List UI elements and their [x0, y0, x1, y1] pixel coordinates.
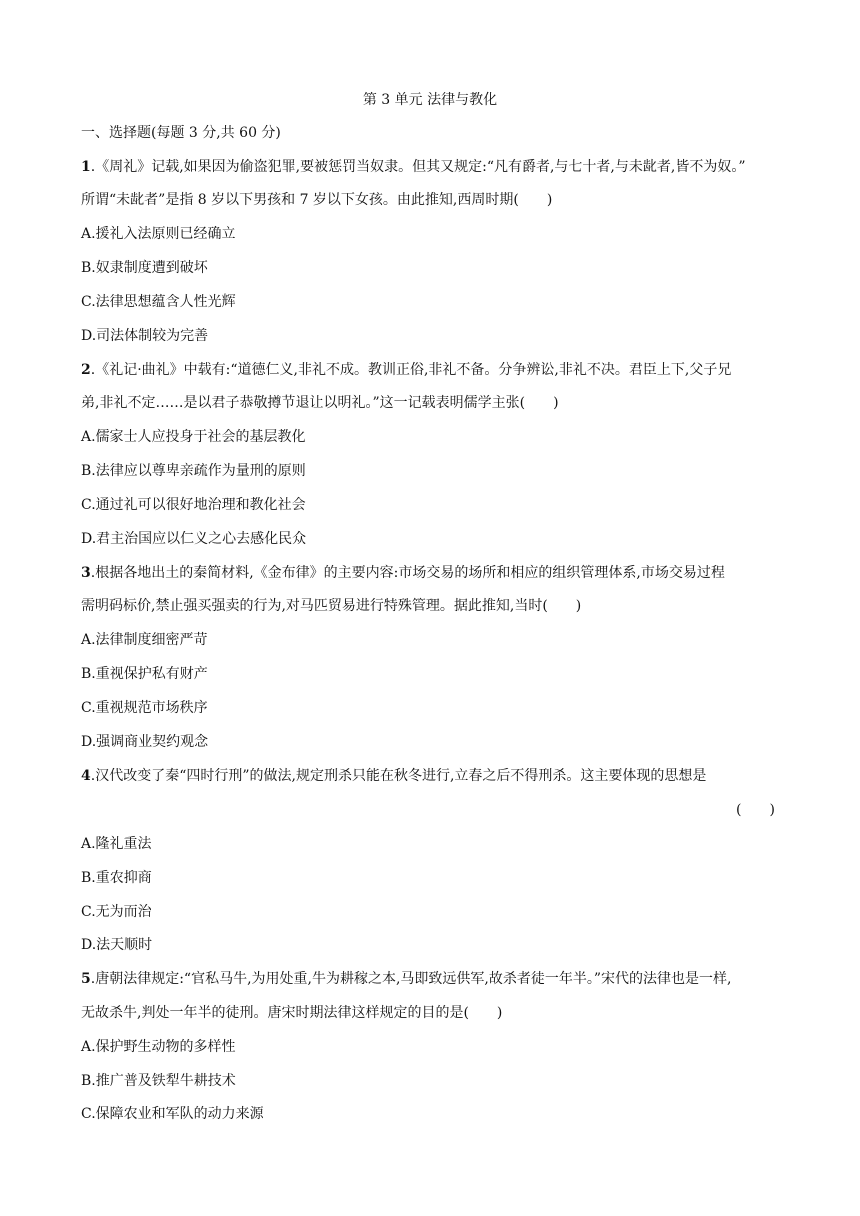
question-2-option-d: D.君主治国应以仁义之心去感化民众: [81, 531, 307, 547]
question-number: 1: [81, 159, 91, 175]
question-2-option-c: C.通过礼可以很好地治理和教化社会: [81, 497, 306, 513]
question-1-option-c: C.法律思想蕴含人性光辉: [81, 294, 236, 310]
answer-bracket: ( ): [736, 802, 775, 818]
question-3-option-b: B.重视保护私有财产: [81, 666, 208, 682]
question-text: .唐朝法律规定:“官私马牛,为用处重,牛为耕稼之本,马即致远供军,故杀者徒一年半。”宋代的法律也是一样,: [90, 971, 732, 987]
question-4-line-1: [81, 766, 781, 786]
question-text: .汉代改变了秦“四时行刑”的做法,规定刑杀只能在秋冬进行,立春之后不得刑杀。这主要体现的思想是: [90, 768, 707, 784]
question-5-option-b: B.推广普及铁犁牛耕技术: [81, 1073, 236, 1089]
question-2-option-a: A.儒家士人应投身于社会的基层教化: [81, 429, 306, 445]
page-title: 第 3 单元 法律与教化: [362, 92, 498, 108]
question-1-option-d: D.司法体制较为完善: [81, 328, 209, 344]
question-2-line-1: [81, 360, 781, 380]
question-4-option-d: D.法天顺时: [81, 937, 153, 953]
question-number: 5: [81, 971, 91, 987]
question-1-line-1: [81, 157, 781, 177]
question-3-option-c: C.重视规范市场秩序: [81, 700, 208, 716]
question-1-option-b: B.奴隶制度遭到破坏: [81, 260, 208, 276]
question-5-option-a: A.保护野生动物的多样性: [81, 1039, 236, 1055]
question-1-option-a: A.援礼入法原则已经确立: [81, 226, 236, 242]
question-4-option-a: A.隆礼重法: [81, 836, 152, 852]
section-heading: 一、选择题(每题 3 分,共 60 分): [81, 125, 281, 141]
question-5-option-c: C.保障农业和军队的动力来源: [81, 1106, 264, 1122]
question-number: 3: [81, 565, 91, 581]
question-number: 4: [81, 768, 91, 784]
question-number: 2: [81, 362, 91, 378]
question-3-line-2: 需明码标价,禁止强买强卖的行为,对马匹贸易进行特殊管理。据此推知,当时( ): [81, 598, 582, 614]
question-5-line-1: [81, 969, 781, 989]
question-1-line-2: 所谓“未龀者”是指 8 岁以下男孩和 7 岁以下女孩。由此推知,西周时期( ): [81, 192, 553, 208]
question-3-line-1: [81, 563, 781, 583]
question-4-option-b: B.重农抑商: [81, 870, 152, 886]
question-text: .《周礼》记载,如果因为偷盗犯罪,要被惩罚当奴隶。但其又规定:“凡有爵者,与七十者,与未龀者,皆不为奴。”: [90, 159, 746, 175]
question-text: .《礼记·曲礼》中载有:“道德仁义,非礼不成。教训正俗,非礼不备。分争辨讼,非礼不决。君臣上下,父子兄: [90, 362, 732, 378]
question-2-line-2: 弟,非礼不定……是以君子恭敬撙节退让以明礼。”这一记载表明儒学主张( ): [81, 395, 559, 411]
question-2-option-b: B.法律应以尊卑亲疏作为量刑的原则: [81, 463, 306, 479]
question-5-line-2: 无故杀牛,判处一年半的徒刑。唐宋时期法律这样规定的目的是( ): [81, 1005, 503, 1021]
question-4-option-c: C.无为而治: [81, 904, 152, 920]
question-text: .根据各地出土的秦简材料,《金布律》的主要内容:市场交易的场所和相应的组织管理体系,市场交易过程: [90, 565, 725, 581]
question-3-option-d: D.强调商业契约观念: [81, 734, 209, 750]
question-3-option-a: A.法律制度细密严苛: [81, 632, 208, 648]
